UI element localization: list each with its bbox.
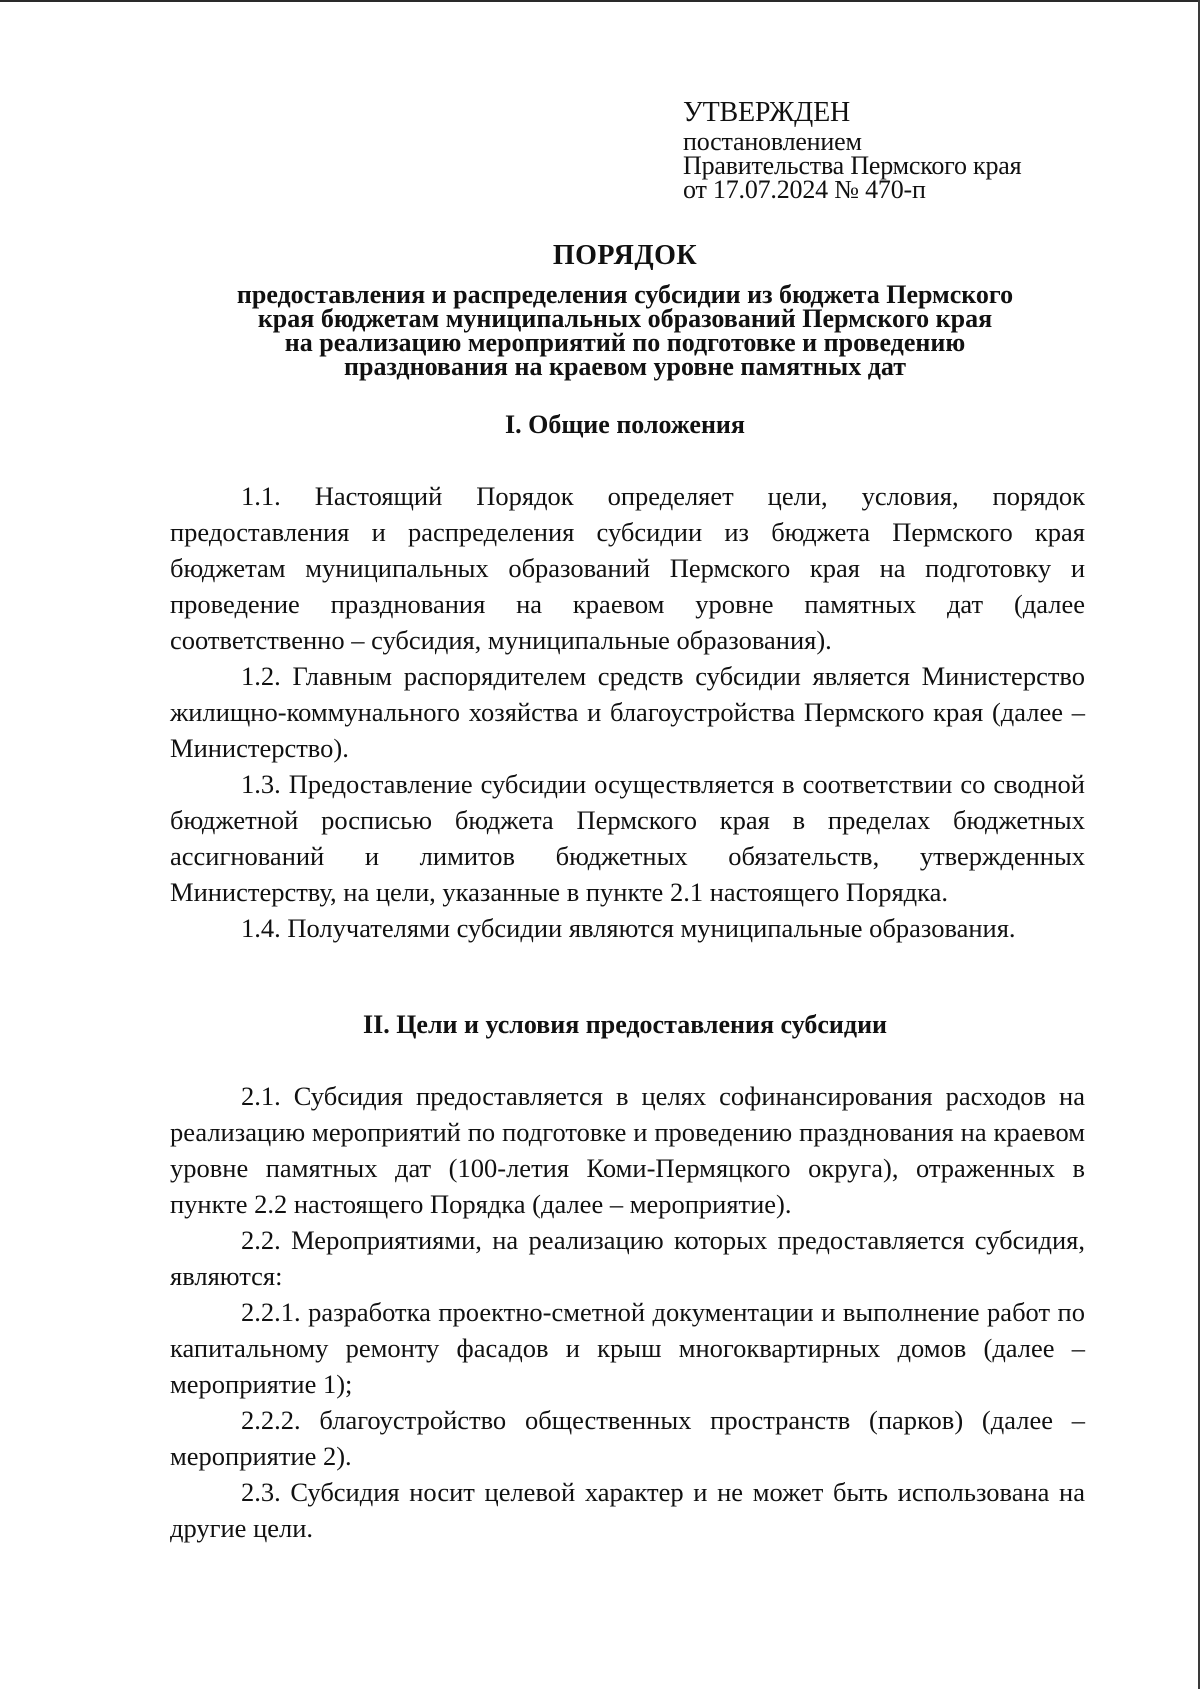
document-title: ПОРЯДОК bbox=[552, 240, 698, 271]
paragraph-2-1: 2.1. Субсидия предоставляется в целях софинансирования расходов на реализацию мероприятий по подготовке и проведению празднования на краевом уровне памятных дат (100-летия Коми-Пермяцкого округа), отраженных в пункте 2.2 настоящего Порядка (далее – мероприятие). bbox=[170, 1081, 1085, 1219]
subtitle-line-1: предоставления и распределения субсидии из бюджета Пермского bbox=[236, 280, 1014, 309]
subtitle-line-2: края бюджетам муниципальных образований Пермского края bbox=[257, 304, 993, 333]
approval-stamp-block bbox=[683, 96, 1021, 202]
paragraph-1-4: 1.4. Получателями субсидии являются муниципальные образования. bbox=[241, 913, 1016, 943]
approval-line-2: Правительства Пермского края bbox=[683, 151, 1022, 180]
subtitle-line-3: на реализацию мероприятий по подготовке и проведению bbox=[284, 328, 966, 357]
approved-label: УТВЕРЖДЕН bbox=[683, 97, 851, 128]
paragraph-1-3: 1.3. Предоставление субсидии осуществляется в соответствии со сводной бюджетной росписью бюджета Пермского края в пределах бюджетных ассигнований и лимитов бюджетных обязательств, утвержденных Министерству, на цели, указанные в пункте 2.1 настоящего Порядка. bbox=[170, 769, 1085, 907]
section-heading-1: I. Общие положения bbox=[505, 410, 745, 439]
section-heading-2: II. Цели и условия предоставления субсидии bbox=[362, 1010, 888, 1039]
paragraph-2-2: 2.2. Мероприятиями, на реализацию которых предоставляется субсидия, являются: bbox=[170, 1225, 1085, 1291]
scan-edge-top bbox=[0, 0, 1200, 2]
paragraph-1-2: 1.2. Главным распорядителем средств субсидии является Министерство жилищно-коммунального хозяйства и благоустройства Пермского края (далее – Министерство). bbox=[170, 661, 1085, 763]
approval-line-1: постановлением bbox=[683, 127, 862, 156]
document-subtitle bbox=[170, 280, 1080, 381]
paragraph-2-3: 2.3. Субсидия носит целевой характер и не может быть использована на другие цели. bbox=[170, 1477, 1085, 1543]
paragraph-2-2-1: 2.2.1. разработка проектно-сметной документации и выполнение работ по капитальному ремонту фасадов и крыш многоквартирных домов (далее – мероприятие 1); bbox=[170, 1297, 1085, 1399]
subtitle-line-4: празднования на краевом уровне памятных дат bbox=[344, 352, 906, 381]
paragraph-1-1: 1.1. Настоящий Порядок определяет цели, условия, порядок предоставления и распределения субсидии из бюджета Пермского края бюджетам муниципальных образований Пермского края на подготовку и проведение празднования на краевом уровне памятных дат (далее соответственно – субсидия, муниципальные образования). bbox=[170, 481, 1085, 655]
section-2-body bbox=[170, 1078, 1085, 1546]
approval-line-3: от 17.07.2024 № 470-п bbox=[683, 175, 926, 204]
paragraph-2-2-2: 2.2.2. благоустройство общественных пространств (парков) (далее – мероприятие 2). bbox=[170, 1405, 1085, 1471]
section-1-body bbox=[170, 478, 1085, 946]
